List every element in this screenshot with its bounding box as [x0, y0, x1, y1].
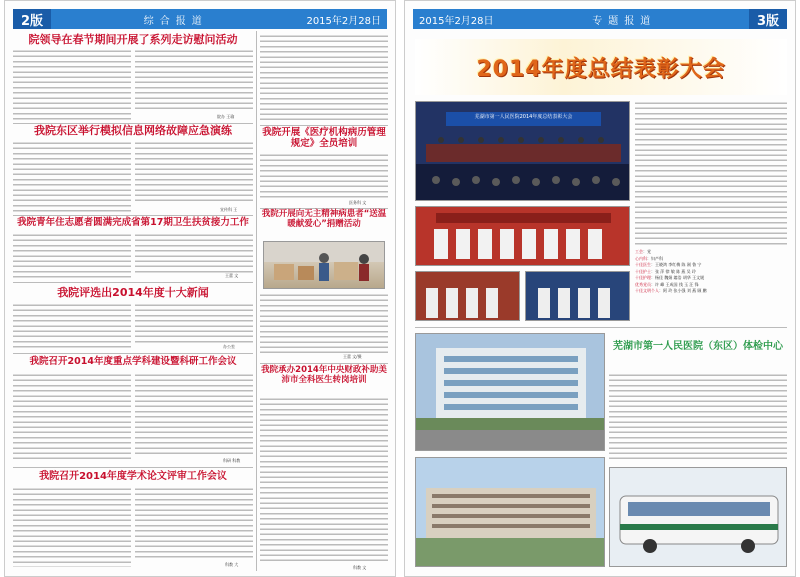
article-title: 我院承办2014年中央财政补助美沛市全科医生转岗培训 [261, 365, 387, 385]
exam-center-title: 芜湖市第一人民医院（东区）体检中心 [613, 341, 783, 352]
article-body [13, 303, 131, 349]
award-left-illustration [416, 272, 520, 321]
building-illustration [416, 334, 605, 451]
divider [13, 215, 253, 216]
award-value: 王晓鸿 李红梅 陈 刚 鲁 宁 [655, 262, 702, 267]
stage-banner-text: 芜湖市第一人民医院2014年度总结表彰大会 [474, 114, 573, 120]
award-value: 许 峰 王成国 钱 玉 汪 锋 [655, 281, 699, 287]
column-divider [256, 31, 257, 571]
award-label: 十佳护理 [635, 275, 651, 280]
article-body [13, 141, 131, 213]
article-body [13, 49, 131, 121]
article-title: 我院召开2014年度重点学科建设暨科研工作会议 [29, 356, 237, 367]
feature-main-title: 2014年度总结表彰大会 [476, 56, 726, 82]
left-page [4, 0, 396, 577]
article-body [135, 303, 253, 343]
column-name: 专题报道 [592, 15, 657, 27]
divider [13, 282, 253, 283]
article-body [260, 293, 388, 353]
article-body [135, 487, 253, 561]
article-body [260, 34, 388, 122]
award-row: 十佳文明个人：阿 玲 张小强 刘 燕 顾 鹏 [635, 288, 707, 293]
article-body [260, 153, 388, 199]
award-label: 十佳文明个人 [635, 288, 659, 293]
issue-date: 2015年2月28日 [306, 15, 381, 27]
bus-illustration [610, 468, 787, 567]
donation-photo [263, 241, 385, 289]
award-row: 工会：党 [635, 249, 651, 254]
article-author: 宣传科 王 [220, 207, 238, 212]
article-author: 王蕾 文 [225, 273, 239, 278]
article-title: 我院召开2014年度学术论文评审工作会议 [39, 471, 227, 482]
award-list [635, 249, 787, 295]
donation-photo-illustration [264, 242, 385, 289]
award-row: 心内科：妇产科 [635, 255, 663, 261]
article-author: 王蕾 文/摄 [343, 354, 362, 359]
ceremony-stage-photo [415, 101, 630, 201]
article-title: 我院东区举行模拟信息网络故障应急演练 [34, 124, 232, 137]
article-body [135, 49, 253, 113]
award-label: 工会 [635, 249, 643, 254]
right-header [413, 9, 787, 29]
issue-date: 2015年2月28日 [419, 15, 494, 27]
award-value: 党 [647, 249, 651, 254]
divider [415, 327, 787, 328]
award-label: 心内科 [635, 255, 647, 261]
left-header [13, 9, 387, 29]
campus-illustration [416, 458, 605, 567]
page-number: 2版 [13, 9, 51, 29]
article-body [13, 233, 131, 279]
award-photo-left [415, 271, 520, 321]
article-body [13, 373, 131, 463]
column-name: 综合报道 [143, 15, 208, 27]
article-title: 院领导在春节期间开展了系列走访慰问活动 [28, 33, 238, 46]
article-title: 我院开展《医疗机构病历管理规定》全员培训 [262, 127, 386, 149]
award-value: 妇产科 [651, 255, 663, 261]
award-row: 十佳护士：张 萍 徐 敏 陈 燕 吴 玲 [635, 268, 696, 274]
award-label: 优秀党员 [635, 281, 651, 287]
award-value: 阿 玲 张小强 刘 燕 顾 鹏 [663, 288, 707, 293]
divider [260, 125, 388, 126]
page-number: 3版 [749, 9, 787, 29]
exam-bus-photo [609, 467, 787, 567]
divider [260, 363, 388, 364]
feature-body [635, 101, 787, 246]
award-right-illustration [526, 272, 630, 321]
article-author: 科研 科教 [223, 458, 241, 463]
feature-masthead [415, 39, 787, 95]
article-author: 科教 文 [353, 565, 367, 570]
article-body [135, 141, 253, 205]
award-value: 杨佳 魏娟 翁浩 胡华 王文媛 [655, 275, 705, 280]
award-label: 十佳医生 [635, 262, 651, 267]
hospital-campus-photo [415, 457, 605, 567]
article-body [13, 487, 131, 567]
article-title: 我院开展向无主精神病患者“送温暖献爱心”捐赠活动 [261, 209, 387, 229]
article-title: 我院青年住志愿者圆满完成省第17期卫生扶贫接力工作 [17, 217, 249, 228]
article-author: 办公室 [223, 344, 235, 349]
right-page [404, 0, 796, 577]
divider [13, 467, 253, 468]
article-title: 我院评选出2014年度十大新闻 [57, 286, 209, 299]
exam-center-body [609, 373, 787, 463]
article-author: 科教 大 [225, 562, 239, 567]
article-body [135, 373, 253, 457]
award-row: 十佳护理：杨佳 魏娟 翁浩 胡华 王文媛 [635, 275, 705, 280]
award-illustration [416, 207, 630, 266]
award-value: 张 萍 徐 敏 陈 燕 吴 玲 [655, 268, 696, 274]
divider [13, 353, 253, 354]
exam-center-building-photo [415, 333, 605, 451]
article-author: 医务科 文 [349, 200, 367, 205]
award-label: 十佳护士 [635, 268, 651, 274]
article-body [135, 233, 253, 273]
award-photo [415, 206, 630, 266]
award-photo-right [525, 271, 630, 321]
award-row: 十佳医生：王晓鸿 李红梅 陈 刚 鲁 宁 [635, 262, 702, 267]
article-body [260, 397, 388, 565]
award-row: 优秀党员：许 峰 王成国 钱 玉 汪 锋 [635, 281, 699, 287]
article-author: 院办 王瑜 [217, 114, 235, 119]
